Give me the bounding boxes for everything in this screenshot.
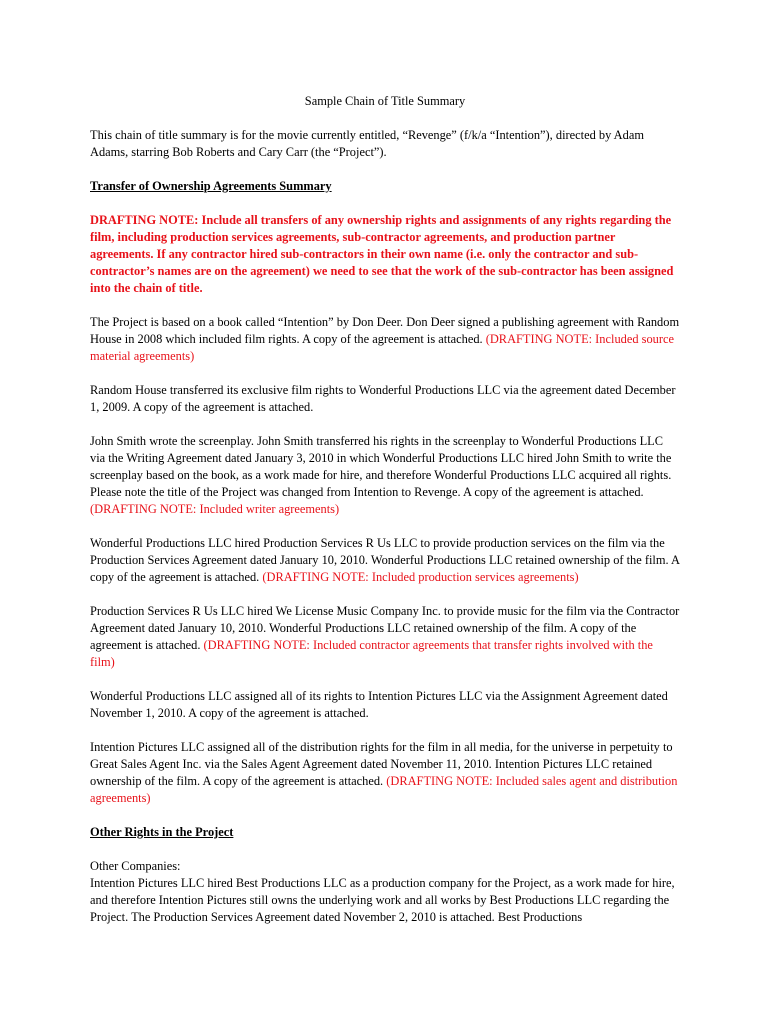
section-heading-other-rights: Other Rights in the Project <box>90 825 234 839</box>
paragraph-screenplay <box>90 433 680 518</box>
document-title: Sample Chain of Title Summary <box>304 94 466 108</box>
paragraph-sales-agent <box>90 739 680 807</box>
drafting-note: (DRAFTING NOTE: Included writer agreements) <box>90 502 340 516</box>
other-companies-text: Intention Pictures LLC hired Best Productions LLC as a production company for the Project, as a work made for hire, and therefore Intention Pictures still owns the underlying work and all works by Best Productions LLC regarding the Project. The Production Services Agreement dated November 2, 2010 is attached. Best Productions <box>90 876 675 924</box>
paragraph-text: Random House transferred its exclusive film rights to Wonderful Productions LLC via the agreement dated December 1, 2009. A copy of the agreement is attached. <box>90 383 676 414</box>
drafting-note: (DRAFTING NOTE: Included source material agreements) <box>90 332 674 363</box>
paragraph-music-contractor <box>90 603 680 671</box>
other-companies-label: Other Companies: <box>90 859 181 873</box>
drafting-note: (DRAFTING NOTE: Included sales agent and distribution agreements) <box>90 774 678 805</box>
paragraph-text: Wonderful Productions LLC hired Production Services R Us LLC to provide production services on the film via the Production Services Agreement dated January 10, 2010. Wonderful Productions LLC retained ownership of the film. A copy of the agreement is attached. <box>90 536 680 584</box>
paragraph-text: John Smith wrote the screenplay. John Smith transferred his rights in the screenplay to Wonderful Productions LLC via the Writing Agreement dated January 3, 2010 in which Wonderful Productions LLC hired John Smith to write the screenplay based on the book, as a work made for hire, and therefore Wonderful Productions LLC acquired all rights. Please note the title of the Project was changed from Intention to Revenge. A copy of the agreement is attached. <box>90 434 672 499</box>
intro-paragraph: This chain of title summary is for the movie currently entitled, “Revenge” (f/k/a “Intention”), directed by Adam Adams, starring Bob Roberts and Cary Carr (the “Project”). <box>90 128 644 159</box>
paragraph-text: Intention Pictures LLC assigned all of the distribution rights for the film in all media, for the universe in perpetuity to Great Sales Agent Inc. via the Sales Agent Agreement dated November 11, 2010. Intention Pictures LLC retained ownership of the film. A copy of the agreement is attached. <box>90 740 673 788</box>
paragraph-source-material <box>90 314 680 365</box>
paragraph-random-house <box>90 382 680 416</box>
drafting-note: (DRAFTING NOTE: Included production services agreements) <box>262 570 579 584</box>
section-heading-transfer: Transfer of Ownership Agreements Summary <box>90 179 332 193</box>
paragraph-assignment <box>90 688 680 722</box>
drafting-note: (DRAFTING NOTE: Included contractor agreements that transfer rights involved with the film) <box>90 638 653 669</box>
paragraph-text: The Project is based on a book called “Intention” by Don Deer. Don Deer signed a publishing agreement with Random House in 2008 which included film rights. A copy of the agreement is attached. <box>90 315 680 346</box>
paragraph-production-services <box>90 535 680 586</box>
paragraph-other-companies <box>90 858 680 926</box>
drafting-note-main: DRAFTING NOTE: Include all transfers of any ownership rights and assignments of any rights regarding the film, including production services agreements, sub-contractor agreements, and production partner agreements. If any contractor hired sub-contractors in their own name (i.e. only the contractor and sub-contractor’s names are on the agreement) we need to see that the work of the sub-contractor has been assigned into the chain of title. <box>90 213 674 295</box>
paragraph-text: Production Services R Us LLC hired We License Music Company Inc. to provide music for the film via the Contractor Agreement dated January 10, 2010. Wonderful Productions LLC retained ownership of the film. A copy of the agreement is attached. <box>90 604 680 652</box>
paragraph-text: Wonderful Productions LLC assigned all of its rights to Intention Pictures LLC via the Assignment Agreement dated November 1, 2010. A copy of the agreement is attached. <box>90 689 668 720</box>
